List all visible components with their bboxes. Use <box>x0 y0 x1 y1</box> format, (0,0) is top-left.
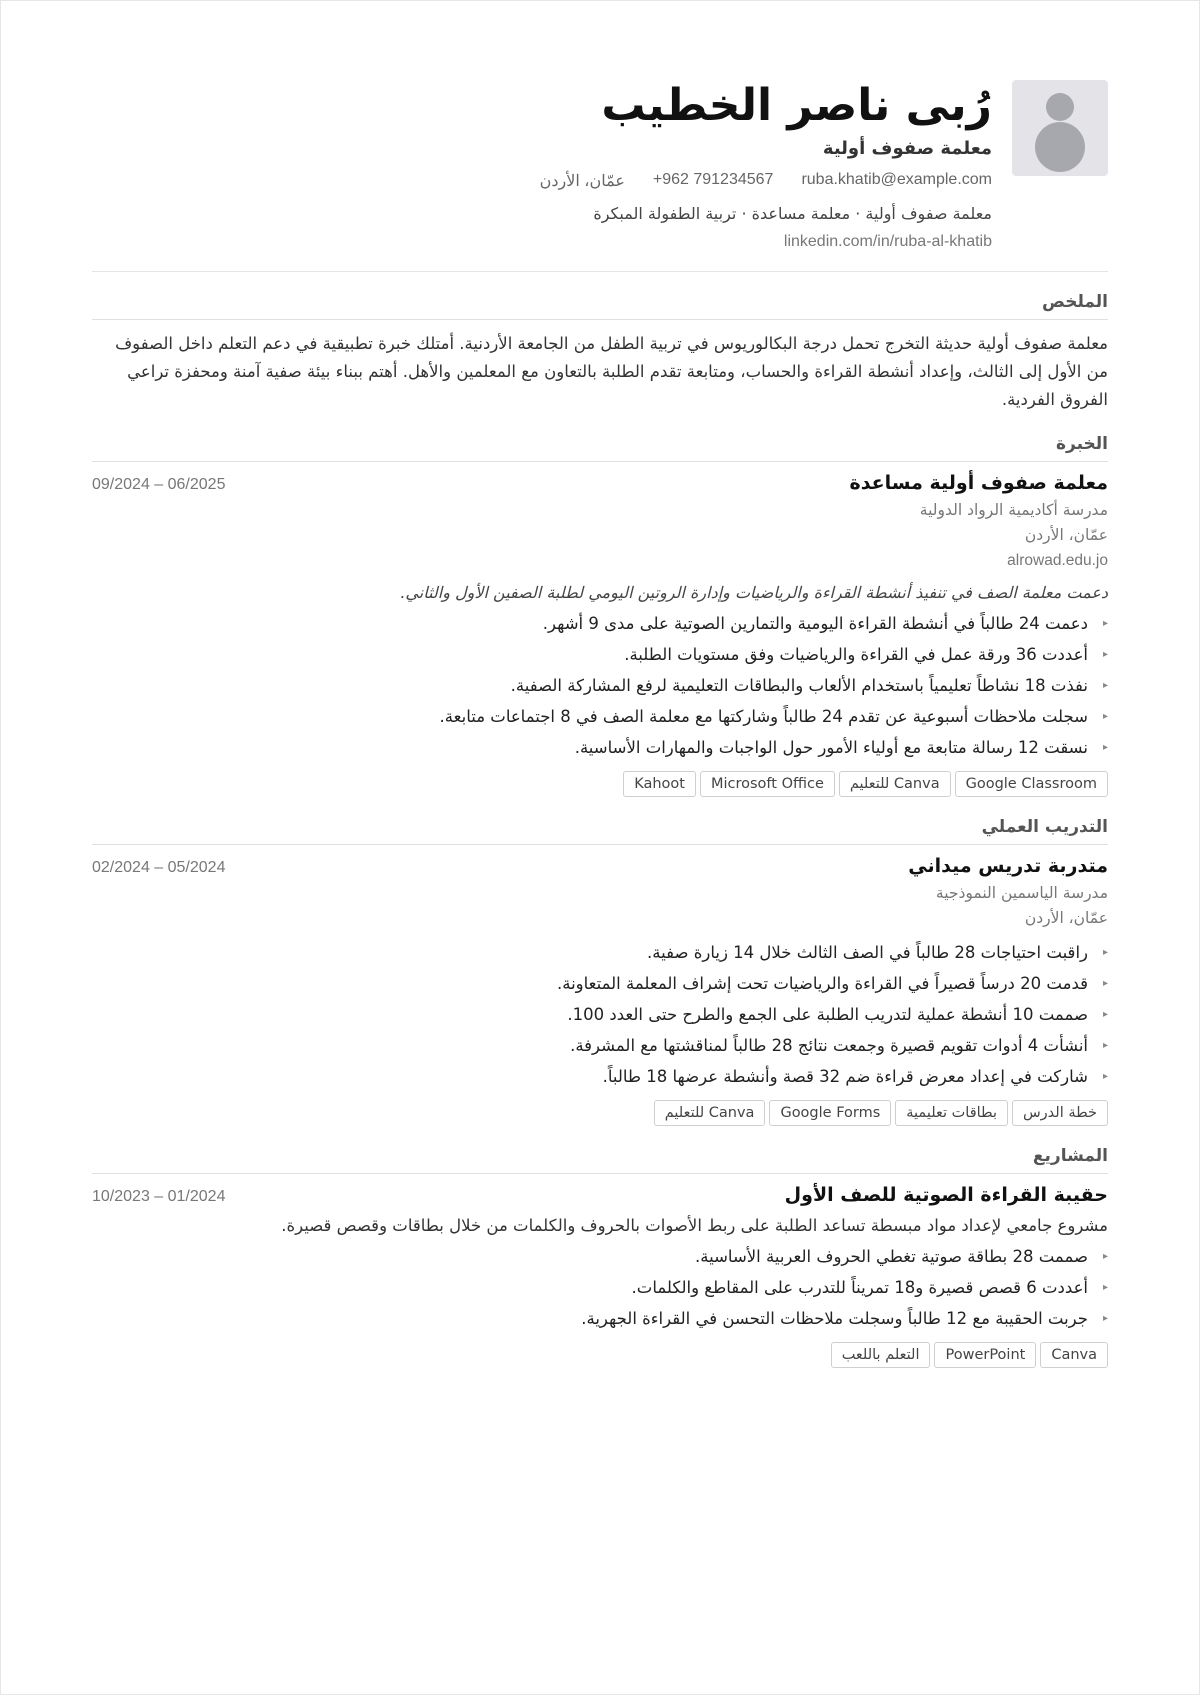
triangle-bullet-icon: ▸ <box>1102 1040 1108 1051</box>
skill-tag: Google Classroom <box>955 771 1108 797</box>
skill-tag: Canva للتعليم <box>654 1100 766 1126</box>
candidate-name: رُبى ناصر الخطيب <box>601 80 992 131</box>
section-heading-training: التدريب العملي <box>92 817 1108 845</box>
triangle-bullet-icon: ▸ <box>1102 1313 1108 1324</box>
list-item <box>92 608 1108 639</box>
bullet-text: أعددت 36 ورقة عمل في القراءة والرياضيات وفق مستويات الطلبة. <box>624 645 1088 664</box>
skill-tag: Canva للتعليم <box>839 771 951 797</box>
list-item <box>92 1061 1108 1092</box>
bullet-text: سجلت ملاحظات أسبوعية عن تقدم 24 طالباً وشاركتها مع معلمة الصف في 8 اجتماعات متابعة. <box>439 707 1088 726</box>
avatar-head <box>1046 93 1074 121</box>
experience-entry <box>92 472 1108 797</box>
skill-tag: خطة الدرس <box>1012 1100 1108 1126</box>
experience-bullets <box>92 608 1108 763</box>
contact-phone[interactable]: +962 791234567 <box>652 171 774 188</box>
skill-tag: Google Forms <box>769 1100 891 1126</box>
skill-tag: Kahoot <box>623 771 696 797</box>
list-item <box>92 937 1108 968</box>
bullet-text: أنشأت 4 أدوات تقويم قصيرة وجمعت نتائج 28 طالباً لمناقشتها مع المشرفة. <box>570 1036 1088 1055</box>
section-heading-experience: الخبرة <box>92 434 1108 462</box>
triangle-bullet-icon: ▸ <box>1102 978 1108 989</box>
resume-content <box>92 80 1108 1368</box>
list-item <box>92 1030 1108 1061</box>
triangle-bullet-icon: ▸ <box>1102 947 1108 958</box>
bullet-text: صممت 28 بطاقة صوتية تغطي الحروف العربية الأساسية. <box>695 1247 1088 1266</box>
bullet-text: صممت 10 أنشطة عملية لتدريب الطلبة على الجمع والطرح حتى العدد 100. <box>567 1005 1088 1024</box>
avatar-placeholder-icon <box>1012 80 1108 176</box>
skill-tag: بطاقات تعليمية <box>895 1100 1008 1126</box>
contact-location: عمّان، الأردن <box>539 173 625 190</box>
bullet-text: قدمت 20 درساً قصيراً في القراءة والرياضيات تحت إشراف المعلمة المتعاونة. <box>557 974 1088 993</box>
employer-location: عمّان، الأردن <box>1024 526 1108 544</box>
triangle-bullet-icon: ▸ <box>1102 618 1108 629</box>
contact-row <box>92 171 992 191</box>
contact-email[interactable]: ruba.khatib@example.com <box>801 171 992 188</box>
job-title: معلمة صفوف أولية مساعدة <box>849 472 1108 494</box>
resume-header <box>92 80 1108 251</box>
list-item <box>92 1303 1108 1334</box>
list-item <box>92 701 1108 732</box>
training-dates: 02/2024 – 05/2024 <box>92 859 226 876</box>
linkedin-link[interactable]: linkedin.com/in/ruba-al-khatib <box>783 233 992 250</box>
job-description: دعمت معلمة الصف في تنفيذ أنشطة القراءة والرياضيات وإدارة الروتين اليومي لطلبة الصفين الأول والثاني. <box>400 583 1108 602</box>
skill-tag: التعلم باللعب <box>831 1342 931 1368</box>
entry-header <box>92 855 1108 877</box>
list-item <box>92 1272 1108 1303</box>
entry-header <box>92 472 1108 494</box>
triangle-bullet-icon: ▸ <box>1102 1071 1108 1082</box>
list-item <box>92 1241 1108 1272</box>
bullet-text: نسقت 12 رسالة متابعة مع أولياء الأمور حول الواجبات والمهارات الأساسية. <box>574 738 1088 757</box>
training-title: متدربة تدريس ميداني <box>908 855 1108 877</box>
school-location: عمّان، الأردن <box>1024 909 1108 927</box>
triangle-bullet-icon: ▸ <box>1102 1251 1108 1262</box>
bullet-text: راقبت احتياجات 28 طالباً في الصف الثالث خلال 14 زيارة صفية. <box>647 943 1088 962</box>
list-item <box>92 999 1108 1030</box>
skill-tag: Microsoft Office <box>700 771 835 797</box>
training-bullets <box>92 937 1108 1092</box>
job-dates: 09/2024 – 06/2025 <box>92 476 226 493</box>
list-item <box>92 670 1108 701</box>
project-bullets <box>92 1241 1108 1334</box>
skill-tag: PowerPoint <box>934 1342 1036 1368</box>
triangle-bullet-icon: ▸ <box>1102 680 1108 691</box>
section-heading-projects: المشاريع <box>92 1146 1108 1174</box>
entry-header <box>92 1184 1108 1206</box>
employer-website[interactable]: alrowad.edu.jo <box>1007 552 1108 569</box>
headline-tagline: معلمة صفوف أولية · معلمة مساعدة · تربية الطفولة المبكرة <box>593 204 992 223</box>
header-divider <box>92 271 1108 272</box>
list-item <box>92 968 1108 999</box>
bullet-text: دعمت 24 طالباً في أنشطة القراءة اليومية والتمارين الصوتية على مدى 9 أشهر. <box>542 614 1088 633</box>
triangle-bullet-icon: ▸ <box>1102 711 1108 722</box>
skill-tag: Canva <box>1040 1342 1108 1368</box>
avatar-body <box>1035 122 1085 172</box>
training-entry <box>92 855 1108 1126</box>
project-entry <box>92 1184 1108 1368</box>
triangle-bullet-icon: ▸ <box>1102 649 1108 660</box>
project-dates: 10/2023 – 01/2024 <box>92 1188 226 1205</box>
list-item <box>92 639 1108 670</box>
header-info <box>92 80 992 251</box>
summary-text: معلمة صفوف أولية حديثة التخرج تحمل درجة البكالوريوس في تربية الطفل من الجامعة الأردنية. أمتلك خبرة تطبيقية في دعم التعلم داخل الصفوف من الأول إلى الثالث، وإعداد أنشطة القراءة والحساب، ومتابعة تقدم الطلبة بالتعاون مع المعلمين والأهل. أهتم ببناء بيئة صفية آمنة ومحفزة تراعي الفروق الفردية. <box>115 334 1108 409</box>
triangle-bullet-icon: ▸ <box>1102 1009 1108 1020</box>
bullet-text: شاركت في إعداد معرض قراءة ضم 32 قصة وأنشطة عرضها 18 طالباً. <box>602 1067 1088 1086</box>
bullet-text: أعددت 6 قصص قصيرة و18 تمريناً للتدرب على المقاطع والكلمات. <box>631 1278 1088 1297</box>
employer-name: مدرسة أكاديمية الرواد الدولية <box>919 501 1108 519</box>
triangle-bullet-icon: ▸ <box>1102 1282 1108 1293</box>
bullet-text: نفذت 18 نشاطاً تعليمياً باستخدام الألعاب والبطاقات التعليمية لرفع المشاركة الصفية. <box>510 676 1088 695</box>
experience-skill-tags <box>92 771 1108 797</box>
bullet-text: جربت الحقيبة مع 12 طالباً وسجلت ملاحظات التحسن في القراءة الجهرية. <box>581 1309 1088 1328</box>
triangle-bullet-icon: ▸ <box>1102 742 1108 753</box>
project-title: حقيبة القراءة الصوتية للصف الأول <box>784 1184 1108 1206</box>
training-skill-tags <box>92 1100 1108 1126</box>
section-heading-summary: الملخص <box>92 292 1108 320</box>
project-skill-tags <box>92 1342 1108 1368</box>
candidate-title: معلمة صفوف أولية <box>822 138 992 159</box>
list-item <box>92 732 1108 763</box>
project-description: مشروع جامعي لإعداد مواد مبسطة تساعد الطلبة على ربط الأصوات بالحروف والكلمات من خلال بطاقات وقصص قصيرة. <box>281 1216 1108 1235</box>
school-name: مدرسة الياسمين النموذجية <box>935 884 1108 902</box>
